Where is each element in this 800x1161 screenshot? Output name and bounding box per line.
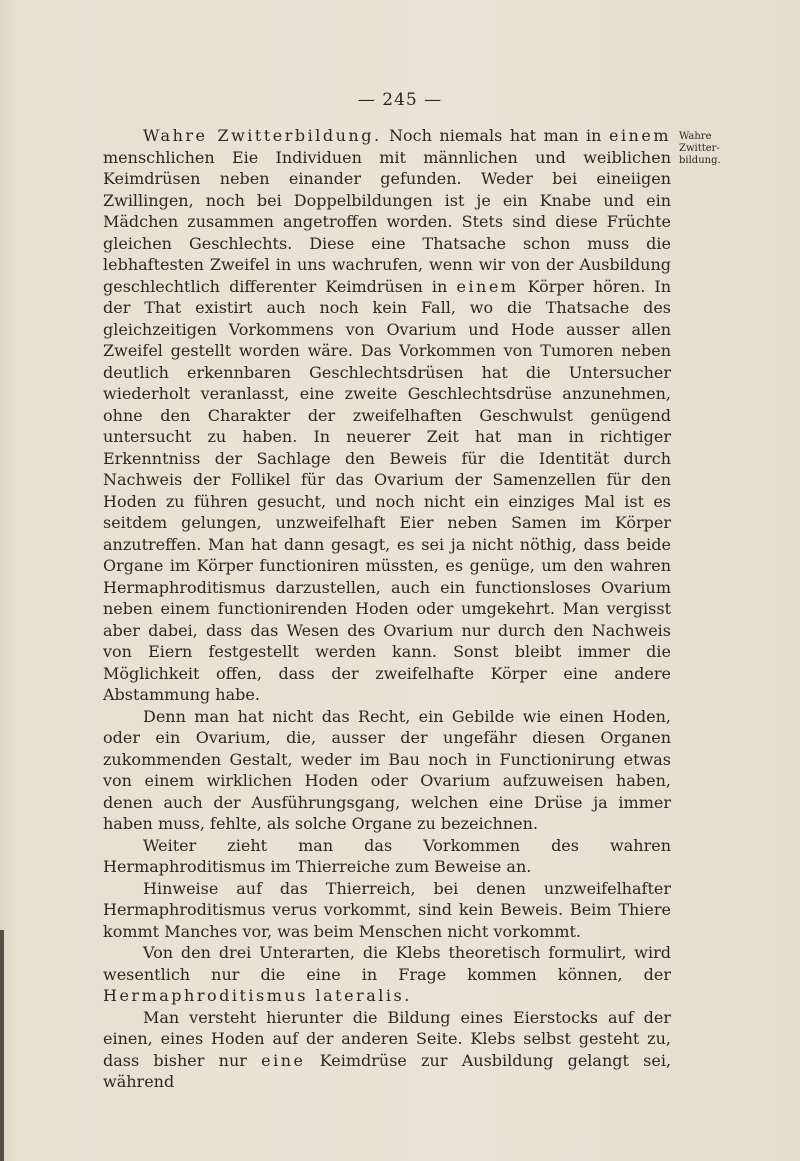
binding-edge-shadow xyxy=(0,930,4,1161)
emphasis: einem xyxy=(456,276,519,296)
paragraph-2: Denn man hat nicht das Recht, ein Gebilde wie einen Hoden, oder ein Ovarium, die, ausser der ungefähr diesen Organen zukommenden Gestalt, weder im Bau noch in Functionirung etwas von einem wirklichen Hoden oder Ovarium aufzuweisen haben, denen auch der Ausführungsgang, welchen eine Drüse ja immer haben muss, fehlte, als solche Organe zu bezeichnen. xyxy=(103,706,671,833)
margin-note-line: Zwitter- xyxy=(679,143,720,154)
paragraph-text: Noch niemals hat man in xyxy=(389,126,602,145)
paragraph-text: Körper hören. In der That existirt auch noch kein Fall, wo die Thatsache des gleichzeitigen Vorkommens von Ovarium und Hode ausser allen Zweifel gestellt worden wäre. Das Vorkommen von Tumoren neben deutlich erkennbaren Geschlechtsdrüsen hat die Untersucher wiederholt veranlasst, eine zweite Geschlechtsdrüse anzunehmen, ohne den Charakter der zweifelhaften Geschwulst genügend untersucht zu haben. In neuerer Zeit hat man in richtiger Erkenntniss der Sachlage den Beweis für die Identität durch Nachweis der Follikel für das Ovarium der Samenzellen für den Hoden zu führen gesucht, und noch nicht ein einziges Mal ist es seitdem gelungen, unzweifelhaft Eier neben Samen im Körper anzutreffen. Man hat dann gesagt, es sei ja nicht nöthig, dass beide Organe im Körper functioniren müssten, es genüge, um den wahren Hermaphroditismus darzustellen, auch ein functionsloses Ovarium neben einem functionirenden Hoden oder umgekehrt. Man vergisst aber dabei, dass das Wesen des Ovarium nur durch den Nachweis von Eiern festgestellt werden kann. Sonst bleibt immer die Möglichkeit offen, dass der zweifelhafte Körper eine andere Abstammung habe. xyxy=(103,276,672,704)
paragraph-text: Keimdrüse zur Ausbildung gelangt sei, während xyxy=(103,1050,672,1091)
paragraph-text: Man versteht hierunter die Bildung eines Eierstocks auf der einen, eines Hoden auf der anderen Seite. Klebs selbst gesteht zu, dass bisher nur xyxy=(103,1007,671,1070)
emphasis: eine xyxy=(261,1050,306,1070)
paragraph-1 xyxy=(103,125,671,706)
paragraph-5 xyxy=(103,942,671,1007)
body-text xyxy=(103,125,671,1093)
margin-note-line: bildung. xyxy=(679,155,721,166)
paragraph-3: Weiter zieht man das Vorkommen des wahren Hermaphroditismus im Thierreiche zum Beweise an. xyxy=(103,835,671,876)
margin-note xyxy=(679,131,749,167)
emphasis: einem xyxy=(608,126,671,145)
paragraph-6 xyxy=(103,1007,671,1093)
paragraph-text: Von den drei Unterarten, die Klebs theoretisch formulirt, wird wesentlich nur die eine in Frage kommen können, der xyxy=(103,943,671,984)
paragraph-text: menschlichen Eie Individuen mit männlichen und weiblichen Keimdrüsen neben einander gefunden. Weder bei eineiigen Zwillingen, noch bei Doppelbildungen ist je ein Knabe und ein Mädchen zusammen angetroffen worden. Stets sind diese Früchte gleichen Geschlechts. Diese eine Thatsache schon muss die lebhaftesten Zweifel in uns wachrufen, wenn wir von der Ausbildung geschlechtlich differenter Keimdrüsen in xyxy=(103,147,671,296)
section-lead: Wahre Zwitterbildung. xyxy=(143,126,382,145)
emphasis: Hermaphroditismus lateralis. xyxy=(103,986,412,1005)
paragraph-4: Hinweise auf das Thierreich, bei denen unzweifelhafter Hermaphroditismus verus vorkommt, sind kein Beweis. Beim Thiere kommt Manches vor, was beim Menschen nicht vorkommt. xyxy=(103,878,671,941)
margin-note-line: Wahre xyxy=(679,131,712,142)
page-number: — 245 — xyxy=(357,90,443,110)
